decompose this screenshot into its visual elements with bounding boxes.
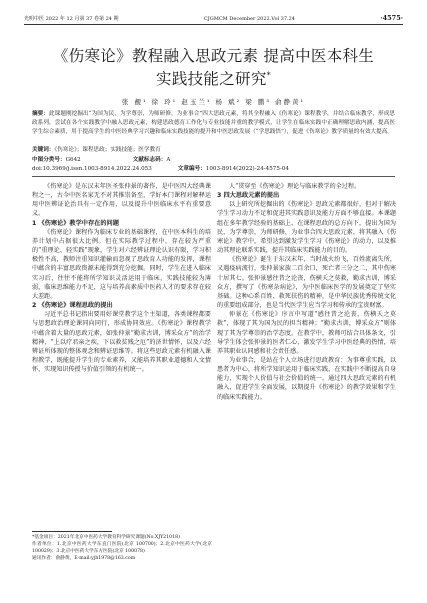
section-heading: 3 四大思政元素的提出 <box>217 192 280 200</box>
abstract <box>32 110 395 136</box>
title-footnote-mark: * <box>266 71 271 80</box>
abstract-label: 摘要： <box>32 111 50 117</box>
footnote-rule <box>32 531 112 532</box>
article-number-value: 1003-8914(2022)-24-4575-04 <box>205 166 289 172</box>
header-page-number: ·4575· <box>380 14 403 22</box>
doc-label: 文献标志码： <box>132 157 167 163</box>
keywords <box>32 146 395 155</box>
body-paragraph: 以上研究所挖掘出的《伤寒论》思政元素都很好，但对于解决学生学习动力不足和促进其实践意识及能力方面不够直接。本课题组在多年教学经验的基础上，在课程思政的总方向下，提出为国为民，为学尊崇，为师研修，为业事合四大思政元素，将其融入《伤寒论》教学中，希望达到激发学生学习《伤寒论》的动力，以及推动其理论联系实践，提升其临床实践能力的目的。 <box>217 201 396 255</box>
document-code <box>133 156 197 165</box>
footnote-item: *基金项目：2021年北京中医药大学教育科学研究课题(No.XJY21018) <box>32 535 180 540</box>
abstract-text: 此课题刚挖掘出“为国为民，为学尊崇，为师研修，为业事合”四大思政元素，将其全程融入《伤寒论》课程教学，并结合临床教学，形成思政系列，尝试在各个实践教学中融入思政元素，构建思政德育工作化与专业技能并重的教学模式，让学生在临床实践中正确理解思政内涵，提高医学生综合素质，用于提高学生的中医经典学习兴趣和临床实践技能的提升和中医思政发展（“学思践悟”），促进《伤寒论》教学质量的有效大提高。 <box>32 111 395 135</box>
clc-label: 中图分类号： <box>32 157 66 163</box>
author-list: 张 靓¹ 徐 玲¹ 赵玉兰¹ 杨 斌² 梁 鹏³ 俞静黄¹ <box>121 98 306 106</box>
header-journal-english: CJGMCM December 2022.Vol 37.24 <box>203 16 295 22</box>
body-paragraph: 《伤寒论》课程作为临床专业的基础课程，在中医本科生的培养计划中占据很大比例。但在实际教学过程中，存在较为严重的“重理论、轻实践”现象，学生对六经辨证理论认识有限，学习积极性不高，教师注重知识灌输而忽视了思政育人功能的发挥，课程中蕴含的丰富思政资源未能得到充分挖掘。同时，学生在进入临床实习后，往往不能将所学知识灵活运用于临床，实践技能较为薄弱，临床思维能力不足，这与培养高素质中医药人才的要求存在较大差距。 <box>32 228 211 300</box>
header-journal-issue: 光明中医 2022 年 12 月第 37 卷第 24 期 <box>24 16 119 22</box>
body-paragraph: 仲景在《伤寒论》序言中写道“感往昔之沦丧，伤横夭之莫救”，体现了其为国为民的担当精神；“勤求古训，博采众方”则体现了其为学尊崇的治学态度。在教学中，教师可结合具体条文，引导学生体会张仲景的医者仁心，激发学生学习中医经典的热情，培养其职业认同感和社会责任感。 <box>217 311 396 355</box>
keywords-label: 关键词： <box>32 147 55 153</box>
doc-value: A <box>166 157 171 163</box>
body-column-right <box>217 182 396 402</box>
body-paragraph: 人“贯穿至《伤寒论》理论与临床教学的全过程。 <box>229 183 361 190</box>
section-heading: 1 《伤寒论》教学中存在的问题 <box>32 219 119 227</box>
title-line-2-wrap <box>40 66 387 89</box>
footnotes <box>32 534 212 562</box>
article-title <box>40 46 387 89</box>
footnote-item: 作者单位：1.北京中医药大学东直门医院(北京 100700)；2.北京中医药大学(北京 100029)；3.北京中医药大学东方医院(北京 100078) <box>32 542 212 555</box>
classification-line <box>32 156 395 165</box>
article-number <box>178 165 315 174</box>
title-line-1: 《伤寒论》教程融入思政元素 提高中医本科生 <box>52 47 375 65</box>
abstract-divider <box>32 176 395 177</box>
title-line-2: 实践技能之研究 <box>156 70 267 89</box>
keywords-text: 《伤寒论》；课程思政；实践技能；医学教育 <box>54 147 161 153</box>
doi-line <box>32 165 395 174</box>
clc-value: G642 <box>65 157 81 163</box>
body-paragraph: 《伤寒论》诞生于东汉末年，当时战火纷飞，百姓流离失所，又遇疫病流行，张仲景家族二百余口，死亡者三分之二，其中伤寒十居其七。张仲景感往昔之沦丧，伤横夭之莫救，勤求古训，博采众方，撰写了《伤寒杂病论》，为中医临床医学的发展奠定了坚实基础。这种心系百姓、救死扶伤的精神，是中华民族优秀传统文化的重要组成部分，也是当代医学生应当学习和传承的宝贵财富。 <box>217 256 396 310</box>
body-paragraph: 《伤寒论》是东汉末年医圣张仲景的著作，是中医四大经典课程之一，古今中医名家无不对其推崇备至，学好本门课程对解释运用中医辨证论治具有一定作用，以及提升中医临床水平有重要意义。 <box>32 183 211 218</box>
body-paragraph: 为业事合，是站在个人立场进行思政教育：为事尊重实践，以患者为中心，将所学知识运用于临床实践，在实践中不断提高自身能力，实现个人价值与社会价值的统一。通过四大思政元素的有机融入，促进学生全面发展，以期提升《伤寒论》的教学效果和学生的临床实践能力。 <box>217 356 396 401</box>
clc-code <box>32 156 107 165</box>
doi: doi:10.3969/j.issn.1003-8914.2022.24.053 <box>32 166 152 172</box>
body-column-left <box>32 182 211 374</box>
article-number-label: 文章编号： <box>177 166 206 172</box>
section-heading: 2 《伤寒论》课程思政的提出 <box>32 302 113 310</box>
footnote-item: 通讯作者：俞静黄。E-mail:yjh1978@163.com <box>32 556 136 562</box>
body-paragraph: 习近平总书记指出要用好课堂教学这个主渠道，各类课程都要与思想政治理论课同向同行，形成协同效应。《伤寒论》课程教学中蕴含着大量的思政元素，如张仲景“勤求古训，博采众方”的治学精神，“上以疗君亲之疾，下以救贫贱之厄”的济世情怀，以及六经辨证所体现的整体观念和辨证思维等。将这些思政元素有机融入课程教学，既能提升学生的专业素养，又能培养其职业道德和人文情怀，实现知识传授与价值引领的有机统一。 <box>32 311 211 374</box>
running-header <box>24 8 403 25</box>
